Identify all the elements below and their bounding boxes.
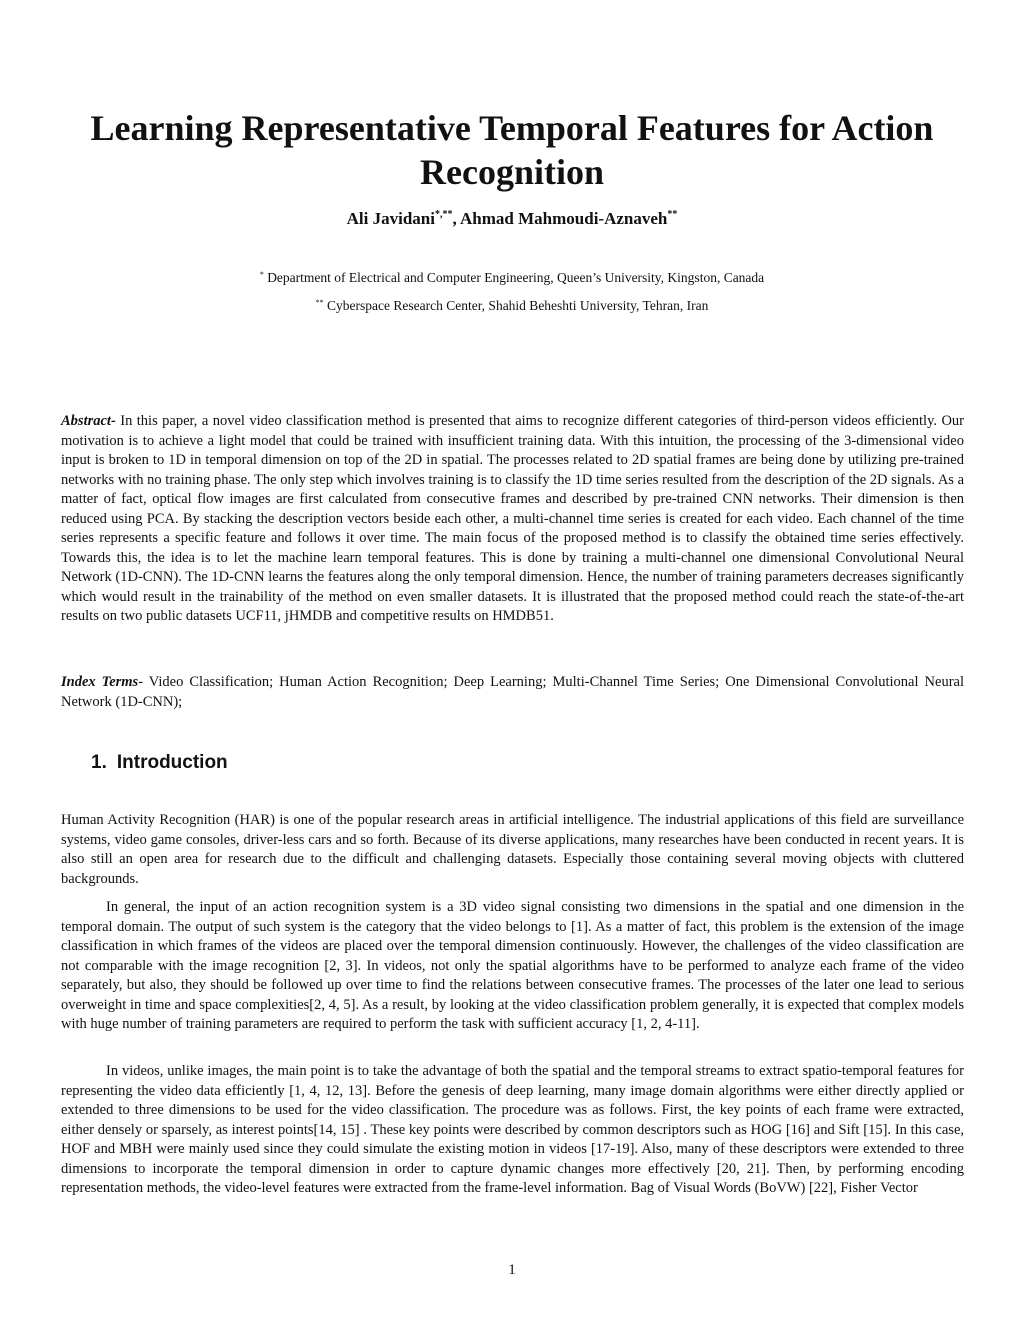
section-title: Introduction (116, 752, 228, 773)
page-number: 1 (508, 1262, 516, 1278)
index-terms-label: Index Terms (61, 674, 139, 690)
body-paragraph: In videos, unlike images, the main point is to take the advantage of both the spatial and the temporal streams to extract spatio-temporal features for representing the video data efficiently [1, 4, 12, 13]. Before the genesis of deep learning, many image domain algorithms were either directly applied or extended to three dimensions to be used for the video classification. The procedure was as follows. First, the key points of each frame were extracted, either densely or sparsely, as interest points[14, 15] . These key points were described by common descriptors such as HOG [16] and Sift [15]. In this case, HOF and MBH were mainly used since they could simulate the existing motion in videos [17-19]. Also, many of these descriptors were extended to three dimensions to incorporate the temporal dimension in order to capture dynamic changes more effectively [20, 21]. Then, by performing encoding representation methods, the video-level features were extracted from the frame-level information. Bag of Visual Words (BoVW) [22], Fisher Vector (61, 1063, 964, 1196)
author-affiliation-mark: ** (667, 209, 678, 220)
author-affiliation-mark: *,** (434, 209, 453, 220)
author-name: Ali Javidani (346, 209, 435, 228)
section-heading (91, 751, 228, 775)
author-line (60, 208, 964, 230)
affiliation (60, 297, 964, 315)
author-name: Ahmad Mahmoudi-Aznaveh (460, 209, 668, 228)
index-terms-text: - Video Classification; Human Action Recognition; Deep Learning; Multi-Channel Time Series; One Dimensional Convolutional Neural Network (1D-CNN); (61, 674, 964, 710)
body-paragraph: In general, the input of an action recognition system is a 3D video signal consisting two dimensions in the spatial and one dimension in the temporal domain. The output of such system is the category that the video belongs to [1]. As a matter of fact, this problem is the extension of the image classification in which frames of the videos are placed over the temporal dimension continuously. However, the challenges of the video classification are not comparable with the image recognition [2, 3]. In videos, not only the spatial algorithms have to be performed to analyze each frame of the video separately, but also, they should be followed up over time to find the relations between consecutive frames. The processes of the later one lead to serious overweight in time and space complexities[2, 4, 5]. As a result, by looking at the video classification problem generally, it is expected that complex models with huge number of training parameters are required to perform the task with sufficient accuracy [1, 2, 4-11]. (61, 899, 964, 1032)
affiliation-text: Department of Electrical and Computer Engineering, Queen’s University, Kingston, Canada (267, 270, 765, 285)
body-paragraph: Human Activity Recognition (HAR) is one of the popular research areas in artificial intelligence. The industrial applications of this field are surveillance systems, video game consoles, driver-less cars and so forth. Because of its diverse applications, many researches have been conducted in recent years. It is also still an open area for research due to the difficult and challenging datasets. Especially those containing several moving objects with cluttered backgrounds. (61, 812, 964, 887)
paper-title: Learning Representative Temporal Features for Action Recognition (90, 108, 934, 192)
index-terms (61, 673, 964, 712)
author-separator: , (452, 209, 461, 228)
affiliation-mark: ** (315, 298, 324, 307)
section-number: 1. (91, 752, 107, 773)
abstract-text: In this paper, a novel video classification method is presented that aims to recognize different categories of third-person videos efficiently. Our motivation is to achieve a light model that could be trained with insufficient training data. With this intuition, the processing of the 3-dimensional video input is broken to 1D in temporal dimension on top of the 2D in spatial. The processes related to 2D spatial frames are being done by utilizing pre-trained networks with no training phase. The only step which involves training is to classify the 1D time series resulted from the description of the 2D signals. As a matter of fact, optical flow images are first calculated from consecutive frames and described by pre-trained CNN networks. Their dimension is then reduced using PCA. By stacking the description vectors beside each other, a multi-channel time series is created for each video. Each channel of the time series represents a specific feature and follows it over time. The main focus of the proposed method is to classify the obtained time series effectively. Towards this, the idea is to let the machine learn temporal features. This is done by training a multi-channel one dimensional Convolutional Neural Network (1D-CNN). The 1D-CNN learns the features along the only temporal dimension. Hence, the number of training parameters decreases significantly which would result in the trainability of the method on even smaller datasets. It is illustrated that the proposed method could reach the state-of-the-art results on two public datasets UCF11, jHMDB and competitive results on HMDB51. (61, 413, 965, 624)
abstract (61, 412, 964, 627)
affiliation (60, 269, 964, 287)
affiliation-mark: * (259, 270, 264, 279)
abstract-label: Abstract- (61, 413, 116, 429)
affiliation-text: Cyberspace Research Center, Shahid Beheshti University, Tehran, Iran (327, 298, 709, 313)
